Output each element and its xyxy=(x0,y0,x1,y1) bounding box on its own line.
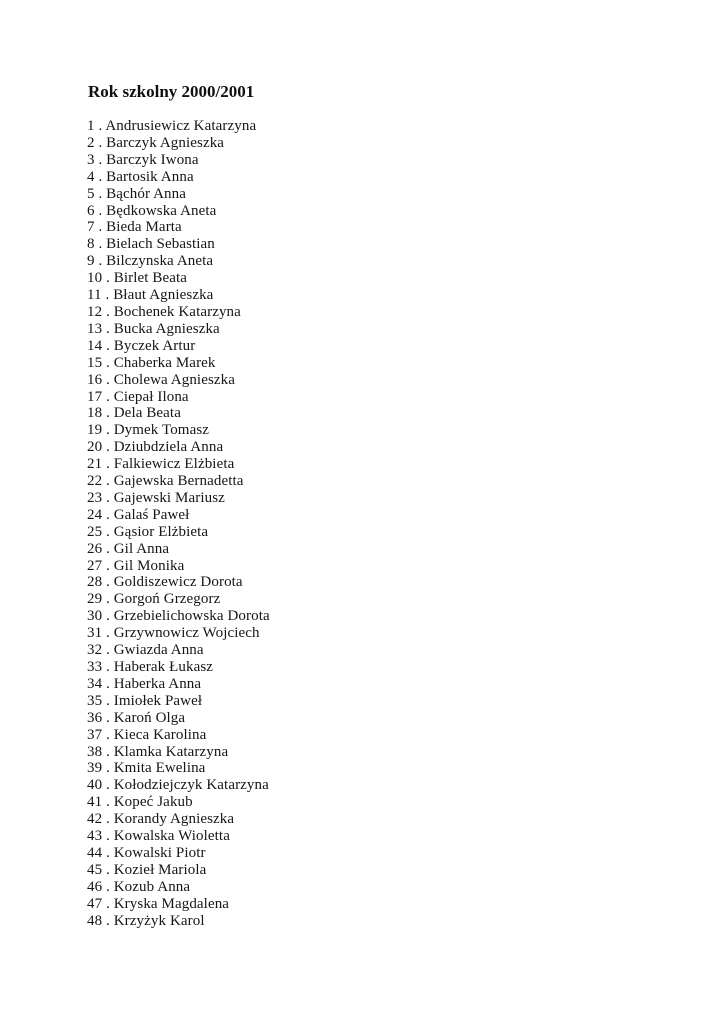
list-item xyxy=(87,152,270,169)
list-item-number: 48 . xyxy=(87,912,114,929)
list-item-number: 3 . xyxy=(87,151,107,168)
list-item xyxy=(87,710,270,727)
list-item-name: Grzywnowicz Wojciech xyxy=(113,625,260,642)
list-item-name: Ciepał Ilona xyxy=(113,388,189,405)
student-list xyxy=(87,118,270,930)
list-item-name: Kopeć Jakub xyxy=(113,794,193,811)
list-item-number: 33 . xyxy=(87,659,114,675)
list-item-number: 36 . xyxy=(87,709,114,726)
list-item xyxy=(87,270,270,287)
list-item xyxy=(87,541,270,558)
list-item-name: Cholewa Agnieszka xyxy=(113,371,236,388)
list-item-number: 19 . xyxy=(87,422,114,439)
list-item-name: Gajewski Mariusz xyxy=(113,489,225,506)
list-item-number: 6 . xyxy=(87,202,107,219)
list-item-name: Dela Beata xyxy=(113,405,181,422)
list-item-name: Bucka Agnieszka xyxy=(113,320,220,337)
list-item-number: 4 . xyxy=(87,168,107,185)
list-item xyxy=(87,879,270,896)
list-item-number: 1 . xyxy=(87,118,106,134)
list-item-number: 21 . xyxy=(87,456,114,473)
list-item-name: Krzyżyk Karol xyxy=(113,912,205,929)
list-item-number: 14 . xyxy=(87,337,114,354)
list-item-number: 30 . xyxy=(87,608,114,625)
list-item xyxy=(87,456,270,473)
list-item-number: 46 . xyxy=(87,878,114,895)
list-item-number: 47 . xyxy=(87,895,114,912)
list-item-name: Klamka Katarzyna xyxy=(113,743,229,760)
list-item-name: Kieca Karolina xyxy=(113,726,207,743)
list-item-name: Będkowska Aneta xyxy=(106,202,217,219)
list-item xyxy=(87,338,270,355)
list-item-number: 43 . xyxy=(87,828,114,845)
list-item xyxy=(87,727,270,744)
list-item-number: 40 . xyxy=(87,777,114,794)
list-item xyxy=(87,642,270,659)
list-item xyxy=(87,896,270,913)
list-item-number: 20 . xyxy=(87,439,114,456)
list-item-name: Korandy Agnieszka xyxy=(113,811,235,828)
list-item-number: 31 . xyxy=(87,625,114,642)
list-item-name: Bieda Marta xyxy=(106,219,182,236)
list-item xyxy=(87,744,270,761)
list-item-name: Gąsior Elżbieta xyxy=(113,523,209,540)
list-item xyxy=(87,422,270,439)
list-item xyxy=(87,405,270,422)
list-item-number: 11 . xyxy=(87,287,114,304)
list-item-name: Bartosik Anna xyxy=(106,168,194,185)
list-item-number: 24 . xyxy=(87,506,114,523)
list-item xyxy=(87,135,270,152)
list-item-number: 26 . xyxy=(87,540,114,557)
list-item-number: 9 . xyxy=(87,253,107,270)
list-item-name: Imiołek Paweł xyxy=(113,692,203,709)
list-item-name: Falkiewicz Elżbieta xyxy=(113,456,235,473)
list-item xyxy=(87,304,270,321)
list-item-name: Grzebielichowska Dorota xyxy=(113,608,270,625)
list-item xyxy=(87,574,270,591)
list-item-number: 10 . xyxy=(87,270,114,287)
list-item xyxy=(87,828,270,845)
list-item xyxy=(87,236,270,253)
list-item-name: Goldiszewicz Dorota xyxy=(113,574,243,591)
list-item xyxy=(87,219,270,236)
list-item xyxy=(87,777,270,794)
list-item-name: Chaberka Marek xyxy=(113,354,216,371)
list-item-number: 2 . xyxy=(87,134,107,151)
list-item xyxy=(87,794,270,811)
list-item-name: Gwiazda Anna xyxy=(113,642,204,659)
list-item-number: 42 . xyxy=(87,811,114,828)
list-item xyxy=(87,862,270,879)
list-item-name: Haberak Łukasz xyxy=(113,659,214,675)
list-item xyxy=(87,389,270,406)
list-item xyxy=(87,693,270,710)
list-item xyxy=(87,913,270,930)
list-item xyxy=(87,760,270,777)
list-item-name: Kołodziejczyk Katarzyna xyxy=(113,777,269,794)
list-item-name: Galaś Paweł xyxy=(113,506,190,523)
list-item xyxy=(87,169,270,186)
list-item-name: Andrusiewicz Katarzyna xyxy=(105,118,257,134)
list-item-name: Kowalska Wioletta xyxy=(113,828,230,845)
list-item xyxy=(87,558,270,575)
list-item xyxy=(87,625,270,642)
list-item-number: 15 . xyxy=(87,354,114,371)
list-item-number: 45 . xyxy=(87,861,114,878)
list-item-name: Gajewska Bernadetta xyxy=(113,473,244,490)
list-item-number: 25 . xyxy=(87,523,114,540)
list-item-number: 5 . xyxy=(87,185,107,202)
list-item xyxy=(87,591,270,608)
list-item xyxy=(87,287,270,304)
page-title: Rok szkolny 2000/2001 xyxy=(88,82,255,101)
list-item xyxy=(87,608,270,625)
list-item-number: 23 . xyxy=(87,489,114,506)
list-item-name: Kmita Ewelina xyxy=(113,760,206,777)
list-item-name: Barczyk Agnieszka xyxy=(106,134,225,151)
list-item xyxy=(87,845,270,862)
list-item-name: Bochenek Katarzyna xyxy=(113,303,241,320)
list-item-number: 39 . xyxy=(87,760,114,777)
list-item-number: 35 . xyxy=(87,692,114,709)
list-item xyxy=(87,321,270,338)
list-item-number: 12 . xyxy=(87,303,114,320)
list-item xyxy=(87,439,270,456)
list-item-name: Dziubdziela Anna xyxy=(113,439,224,456)
list-item xyxy=(87,811,270,828)
list-item-number: 38 . xyxy=(87,743,114,760)
list-item-number: 7 . xyxy=(87,219,107,236)
list-item xyxy=(87,676,270,693)
list-item-number: 8 . xyxy=(87,236,107,253)
list-item-number: 28 . xyxy=(87,574,114,591)
list-item-number: 32 . xyxy=(87,642,114,659)
list-item-name: Bąchór Anna xyxy=(106,185,186,202)
list-item-number: 29 . xyxy=(87,591,114,608)
list-item xyxy=(87,253,270,270)
list-item-number: 22 . xyxy=(87,473,114,490)
list-item xyxy=(87,507,270,524)
list-item-number: 37 . xyxy=(87,726,114,743)
list-item xyxy=(87,355,270,372)
list-item xyxy=(87,372,270,389)
list-item xyxy=(87,118,270,135)
list-item-name: Błaut Agnieszka xyxy=(113,287,214,304)
list-item xyxy=(87,473,270,490)
list-item-name: Haberka Anna xyxy=(113,675,202,692)
list-item xyxy=(87,490,270,507)
list-item-name: Kowalski Piotr xyxy=(113,844,206,861)
list-item-number: 44 . xyxy=(87,844,114,861)
list-item-name: Kozub Anna xyxy=(113,878,191,895)
list-item-name: Bilczynska Aneta xyxy=(106,253,214,270)
list-item-number: 27 . xyxy=(87,557,114,574)
list-item-name: Kryska Magdalena xyxy=(113,895,230,912)
list-item-name: Karoń Olga xyxy=(113,709,186,726)
list-item-number: 41 . xyxy=(87,794,114,811)
list-item-name: Byczek Artur xyxy=(113,337,196,354)
list-item-number: 17 . xyxy=(87,388,114,405)
list-item-name: Kozieł Mariola xyxy=(113,861,207,878)
list-item-number: 34 . xyxy=(87,675,114,692)
list-item xyxy=(87,524,270,541)
list-item-name: Gil Anna xyxy=(113,540,170,557)
list-item-name: Bielach Sebastian xyxy=(106,236,215,253)
list-item-name: Dymek Tomasz xyxy=(113,422,210,439)
list-item-number: 13 . xyxy=(87,320,114,337)
list-item xyxy=(87,186,270,203)
list-item-name: Barczyk Iwona xyxy=(106,151,199,168)
list-item-number: 18 . xyxy=(87,405,114,422)
list-item-name: Gorgoń Grzegorz xyxy=(113,591,221,608)
list-item xyxy=(87,659,270,676)
list-item-number: 16 . xyxy=(87,371,114,388)
list-item-name: Birlet Beata xyxy=(113,270,188,287)
list-item xyxy=(87,203,270,220)
list-item-name: Gil Monika xyxy=(113,557,185,574)
